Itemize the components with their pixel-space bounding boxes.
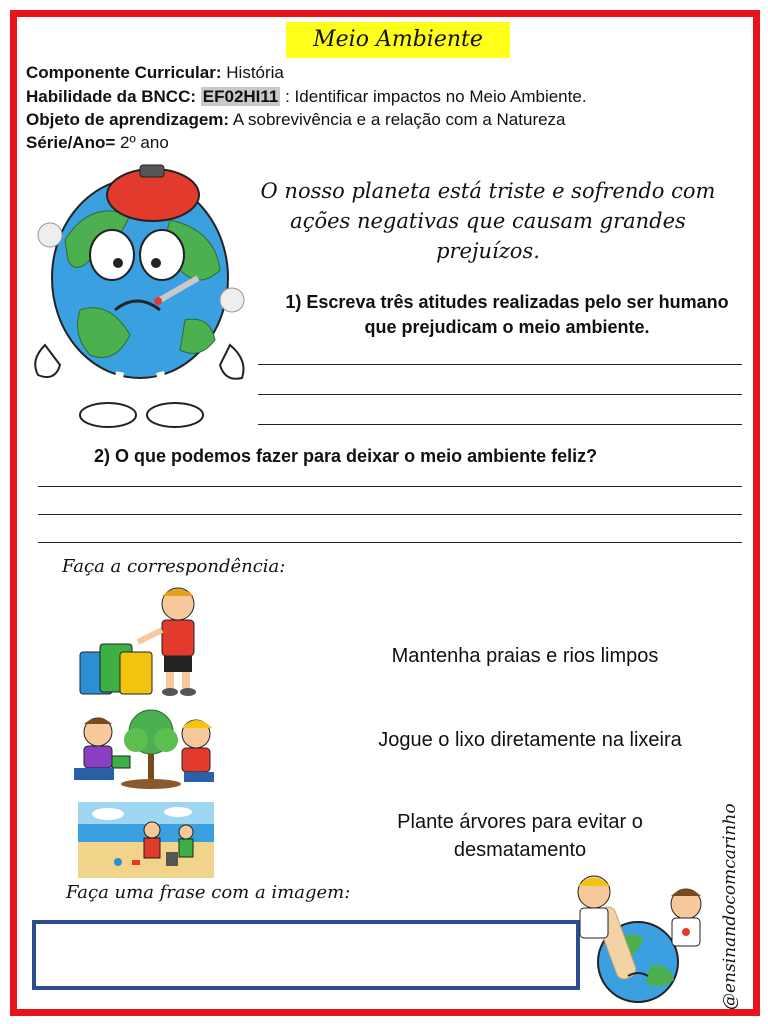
meta-habilidade: [26, 86, 587, 108]
meta-objeto: [26, 109, 566, 131]
intro-line-3: prejuízos.: [436, 239, 540, 263]
matching-option-3-line-2: desmatamento: [453, 839, 587, 861]
answer-line-q1-2[interactable]: [258, 394, 742, 395]
question-2: 2) O que podemos fazer para deixar o meio ambiente feliz?: [94, 446, 598, 466]
componente-value: História: [226, 63, 284, 82]
answer-line-q2-2[interactable]: [38, 514, 742, 515]
recycling-bins-illustration: [78, 582, 214, 700]
matching-option-2: Jogue o lixo diretamente na lixeira: [378, 729, 682, 751]
matching-option-3: [350, 808, 690, 864]
intro-line-2: ações negativas que causam grandes: [290, 209, 686, 233]
page-title: Meio Ambiente: [313, 27, 483, 52]
sentence-answer-box[interactable]: [32, 920, 580, 990]
answer-line-q1-3[interactable]: [258, 424, 742, 425]
objeto-value: A sobrevivência e a relação com a Natureza: [232, 110, 566, 129]
planting-tree-illustration: [64, 706, 226, 790]
serie-value: 2º ano: [120, 133, 169, 152]
question-1: [262, 290, 752, 340]
serie-label: Série/Ano=: [26, 133, 116, 152]
answer-line-q2-3[interactable]: [38, 542, 742, 543]
matching-option-3-line-1: Plante árvores para evitar o: [397, 811, 643, 833]
question-1-line-1: 1) Escreva três atitudes realizadas pelo ser humano: [285, 292, 729, 312]
answer-line-q2-1[interactable]: [38, 486, 742, 487]
question-1-line-2: que prejudicam o meio ambiente.: [364, 317, 650, 337]
watermark: @ensinandocomcarinho: [720, 803, 740, 1010]
intro-text: [258, 176, 718, 266]
bncc-code: EF02HI11: [202, 87, 279, 106]
beach-cleanup-illustration: [78, 802, 214, 878]
sentence-heading: Faça uma frase com a imagem:: [66, 882, 351, 903]
sick-earth-illustration: [20, 160, 260, 435]
objeto-label: Objeto de aprendizagem:: [26, 110, 230, 129]
matching-option-1: Mantenha praias e rios limpos: [391, 645, 659, 667]
componente-label: Componente Curricular:: [26, 63, 222, 82]
answer-line-q1-1[interactable]: [258, 364, 742, 365]
matching-heading: Faça a correspondência:: [62, 556, 286, 577]
earth-doctors-illustration: [566, 866, 718, 1006]
habilidade-value: : Identificar impactos no Meio Ambiente.: [285, 87, 587, 106]
habilidade-label: Habilidade da BNCC:: [26, 87, 197, 106]
meta-serie: [26, 132, 169, 154]
intro-line-1: O nosso planeta está triste e sofrendo com: [260, 179, 716, 203]
meta-componente: [26, 62, 284, 84]
